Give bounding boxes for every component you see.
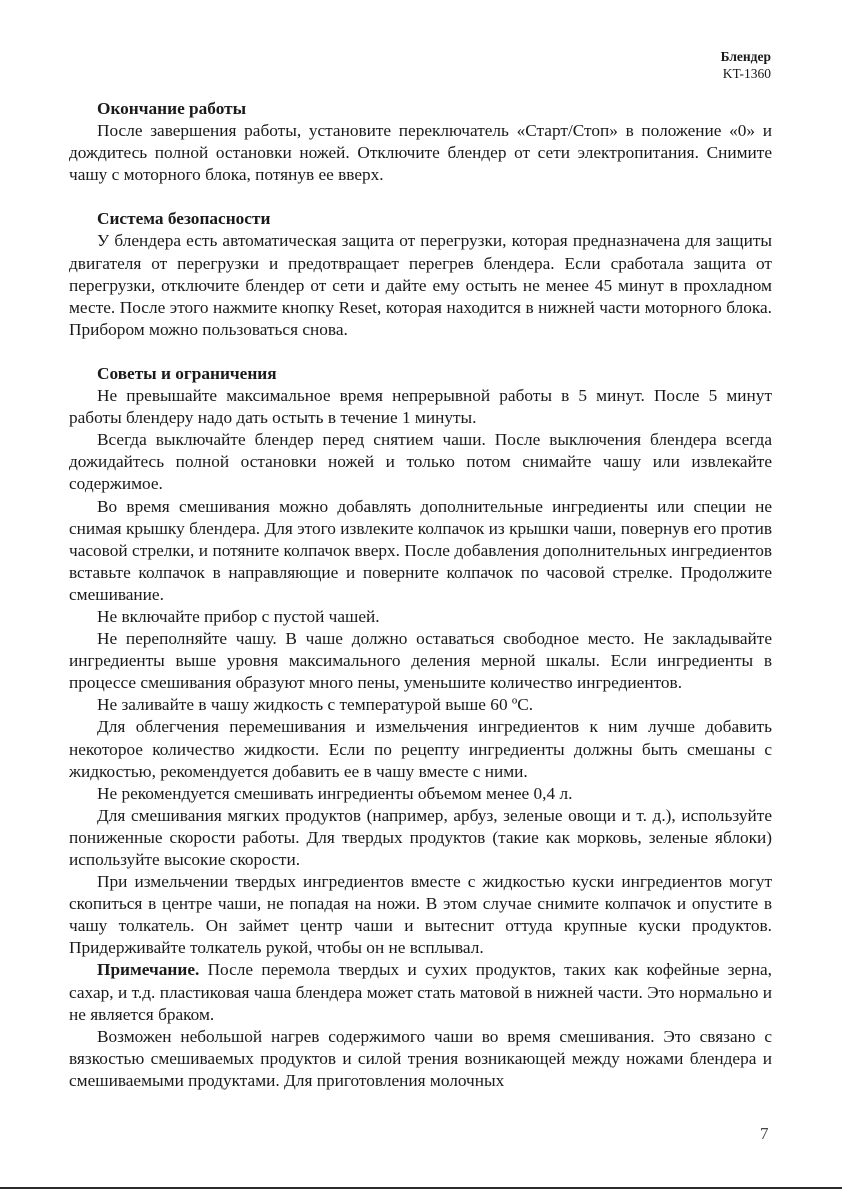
paragraph: Всегда выключайте блендер перед снятием чаши. После выключения блендера всегда дожидайтесь полной остановки ножей и только потом снимайте чашу или извлекайте содержимое.	[69, 430, 772, 494]
paragraph: Не включайте прибор с пустой чашей.	[97, 606, 380, 626]
paragraph: Не превышайте максимальное время непрерывной работы в 5 минут. После 5 минут работы блендеру надо дать остыть в течение 1 минуты.	[69, 386, 772, 428]
section-heading: Система безопасности	[97, 209, 271, 229]
product-code: KT-1360	[722, 66, 771, 81]
section-safety-system	[69, 208, 772, 341]
paragraph: Не рекомендуется смешивать ингредиенты объемом менее 0,4 л.	[97, 783, 573, 803]
paragraph: При измельчении твердых ингредиентов вместе с жидкостью куски ингредиентов могут скопиться в центре чаши, не попадая на ножи. В этом случае снимите колпачок и опустите в чашу толкатель. Он займет центр чаши и вытеснит оттуда крупные куски продуктов. Придерживайте толкатель рукой, чтобы он не всплывал.	[69, 872, 772, 958]
section-heading: Окончание работы	[97, 99, 247, 118]
paragraph: Для смешивания мягких продуктов (например, арбуз, зеленые овощи и т. д.), используйте пониженные скорости работы. Для твердых продуктов (такие как морковь, зеленые яблоки) используйте высокие скорости.	[69, 805, 772, 869]
section-tips-and-limitations	[69, 363, 772, 1092]
paragraph: Для облегчения перемешивания и измельчения ингредиентов к ним лучше добавить некоторое количество жидкости. Если по рецепту ингредиенты должны быть смешаны с жидкостью, рекомендуется добавить ее в чашу вместе с ними.	[69, 717, 772, 781]
section-heading: Советы и ограничения	[97, 363, 277, 383]
paragraph: Возможен небольшой нагрев содержимого чаши во время смешивания. Это связано с вязкостью смешиваемых продуктов и силой трения возникающей между ножами блендера и смешиваемыми продуктами. Для приготовления молочных	[69, 1026, 772, 1090]
paragraph: Во время смешивания можно добавлять дополнительные ингредиенты или специи не снимая крышку блендера. Для этого извлеките колпачок из крышки чаши, повернув его против часовой стрелки, и потяните колпачок вверх. После добавления дополнительных ингредиентов вставьте колпачок в направляющие и поверните колпачок по часовой стрелке. Продолжите смешивание.	[69, 496, 772, 604]
paragraph: Не заливайте в чашу жидкость с температурой выше 60 ºС.	[97, 695, 534, 715]
note-text: После перемола твердых и сухих продуктов, таких как кофейные зерна, сахар, и т.д. пластиковая чаша блендера может стать матовой в нижней части. Это нормально и не является браком.	[69, 960, 772, 1024]
product-name: Блендер	[720, 49, 771, 64]
paragraph: Не переполняйте чашу. В чаше должно оставаться свободное место. Не закладывайте ингредиенты выше уровня максимального деления мерной шкалы. Если ингредиенты в процессе смешивания образуют много пены, уменьшите количество ингредиентов.	[69, 629, 772, 693]
bottom-rule	[0, 1187, 842, 1189]
paragraph: У блендера есть автоматическая защита от перегрузки, которая предназначена для защиты двигателя от перегрузки и предотвращает перегрев блендера. Если сработала защита от перегрузки, отключите блендер от сети и дайте ему остыть не менее 45 минут в прохладном месте. После этого нажмите кнопку Reset, которая находится в нижней части моторного блока. Прибором можно пользоваться снова.	[69, 231, 772, 339]
page-header	[721, 48, 771, 82]
document-body	[69, 98, 772, 1114]
section-end-of-work	[69, 98, 772, 186]
paragraph: После завершения работы, установите переключатель «Старт/Стоп» в положение «0» и дождитесь полной остановки ножей. Отключите блендер от сети электропитания. Снимите чашу с моторного блока, потянув ее вверх.	[69, 121, 772, 185]
note-label: Примечание.	[97, 960, 200, 980]
note-paragraph	[69, 959, 772, 1025]
page-number: 7	[760, 1124, 769, 1143]
